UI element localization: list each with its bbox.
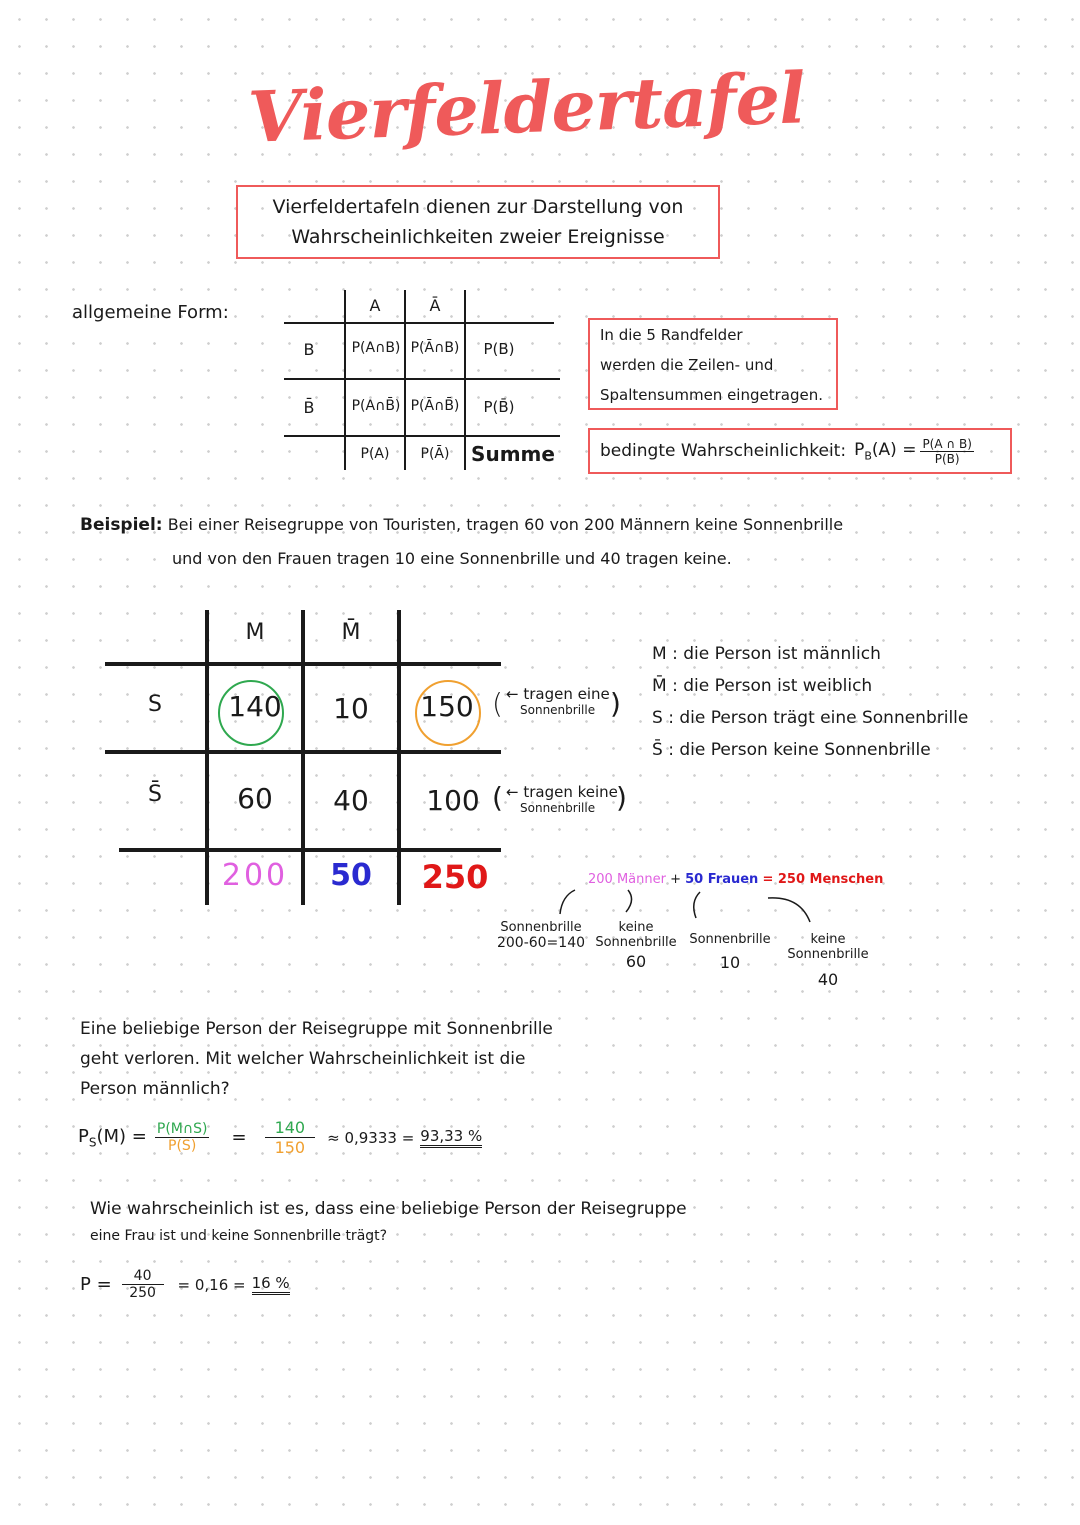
table-line — [344, 290, 346, 470]
table-line — [284, 322, 554, 324]
table-line — [464, 290, 466, 470]
breakdown-2: keine Sonnenbrille 60 — [595, 920, 677, 971]
example-line-1: Bei einer Reisegruppe von Touristen, tragen 60 von 200 Männern keine Sonnenbrille — [167, 515, 844, 534]
answer-2: P = $\frac{40}{250}$ = 0,16 = 16 % — [80, 1268, 290, 1301]
sum-m: 200 — [221, 858, 289, 893]
table-line — [105, 662, 501, 666]
sum-total: 250 — [421, 858, 489, 896]
answer-2-result: 16 % — [252, 1274, 290, 1295]
col-header-m: M — [245, 620, 265, 645]
cell-p-nota: P(Ā) — [420, 446, 450, 462]
col-header-a: A — [369, 296, 381, 315]
table-line — [397, 610, 401, 905]
answer-1-fraction-2: $\frac{140}{150}$ — [265, 1118, 316, 1157]
breakdown-1: Sonnenbrille 200-60=140 — [496, 920, 586, 951]
answer-1-result: 93,33 % — [420, 1127, 482, 1148]
cell-p-b: P(B) — [483, 340, 515, 358]
conditional-numerator: P(A ∩ B) — [922, 436, 972, 451]
table-line — [404, 290, 406, 470]
definition-line-1: Vierfeldertafeln dienen zur Darstellung von — [272, 196, 684, 218]
answer-2-fraction: $\frac{40}{250}$ — [122, 1268, 164, 1301]
question-2-line: eine Frau ist und keine Sonnenbrille trägt? — [90, 1228, 388, 1244]
cell-p-a: P(A) — [360, 446, 390, 462]
legend — [652, 638, 1052, 766]
definition-box — [236, 185, 720, 259]
marginal-note-box — [588, 318, 838, 410]
example-label: Beispiel: — [80, 515, 163, 535]
conditional-denominator: P(B) — [934, 451, 960, 466]
cell-notm-nots: 40 — [333, 784, 369, 817]
legend-item: M̄ : die Person ist weiblich — [652, 676, 873, 696]
answer-1-fraction-1: $\frac{P(M\cap S)}{P(S)}$ — [156, 1121, 208, 1154]
cell-m-nots: 60 — [237, 782, 273, 815]
sum-notm: 50 — [330, 858, 372, 893]
cell-summe: Summe — [471, 442, 555, 466]
conditional-fraction — [920, 437, 973, 466]
row-header-b: B — [303, 340, 315, 359]
cell-sum-s: 150 — [420, 690, 474, 723]
question-1-line: Eine beliebige Person der Reisegruppe mit Sonnenbrille — [80, 1019, 553, 1039]
bracket-close: ) — [610, 687, 621, 720]
table-line — [284, 435, 560, 437]
table-line — [105, 750, 501, 754]
cell-m-s: 140 — [228, 690, 282, 723]
conditional-probability-box — [588, 428, 1012, 474]
question-1-line: Person männlich? — [80, 1079, 230, 1099]
row-header-not-b: B̄ — [303, 398, 315, 417]
cell-a-notb: P(A∩B̄) — [351, 398, 401, 414]
row-header-s: S — [148, 692, 162, 717]
note-line: Spaltensummen eingetragen. — [600, 386, 823, 404]
definition-line-2: Wahrscheinlichkeiten zweier Ereignisse — [291, 226, 665, 248]
page-title: Vierfeldertafel — [246, 56, 806, 159]
breakdown-header: 200 Männer + 50 Frauen = 250 Menschen — [588, 872, 884, 887]
conditional-lhs: $P_B(A)$ = — [854, 439, 917, 463]
col-header-not-m: M̄ — [341, 620, 361, 645]
conditional-label: bedingte Wahrscheinlichkeit: — [600, 441, 847, 461]
general-form-label: allgemeine Form: — [72, 302, 229, 323]
example-text — [80, 508, 900, 576]
note-line: In die 5 Randfelder — [600, 326, 743, 344]
example-line-2: und von den Frauen tragen 10 eine Sonnenbrille und 40 tragen keine. — [172, 549, 732, 568]
cell-sum-nots: 100 — [426, 784, 480, 817]
cell-nota-b: P(Ā∩B) — [410, 340, 460, 356]
cell-p-notb: P(B̄) — [483, 398, 515, 416]
row-header-not-s: S̄ — [148, 782, 162, 807]
row-note-2: ← tragen keine Sonnenbrille — [506, 783, 618, 815]
question-1 — [80, 1014, 640, 1104]
answer-1: $P_S(M)$ = $\frac{P(M\cap S)}{P(S)}$ = $\frac{140}{150}$ ≈ 0,9333 = 93,33 % — [78, 1118, 483, 1157]
question-1-line: geht verloren. Mit welcher Wahrscheinlichkeit ist die — [80, 1049, 526, 1069]
note-line: werden die Zeilen- und — [600, 356, 774, 374]
legend-item: M : die Person ist männlich — [652, 644, 881, 664]
question-2-line: Wie wahrscheinlich ist es, dass eine beliebige Person der Reisegruppe — [90, 1199, 687, 1219]
question-2 — [90, 1194, 790, 1248]
row-note-1: ← tragen eine Sonnenbrille — [506, 685, 610, 717]
cell-a-b: P(A∩B) — [351, 340, 401, 356]
bracket-open: ( — [492, 687, 503, 720]
col-header-not-a: Ā — [429, 296, 441, 315]
table-line — [119, 848, 501, 852]
breakdown-arcs — [540, 884, 840, 924]
table-line — [284, 378, 560, 380]
cell-nota-notb: P(Ā∩B̄) — [410, 398, 460, 414]
contingency-table — [105, 610, 505, 910]
answer-1-lhs: $P_S(M)$ = — [78, 1125, 147, 1150]
bracket-close: ) — [616, 781, 627, 814]
breakdown-3: Sonnenbrille 10 — [689, 932, 771, 972]
legend-item: S : die Person trägt eine Sonnenbrille — [652, 708, 969, 728]
legend-item: S̄ : die Person keine Sonnenbrille — [652, 740, 931, 760]
breakdown-4: keine Sonnenbrille 40 — [787, 932, 869, 989]
general-table — [284, 290, 560, 470]
bracket-open: ( — [492, 781, 503, 814]
cell-notm-s: 10 — [333, 692, 369, 725]
